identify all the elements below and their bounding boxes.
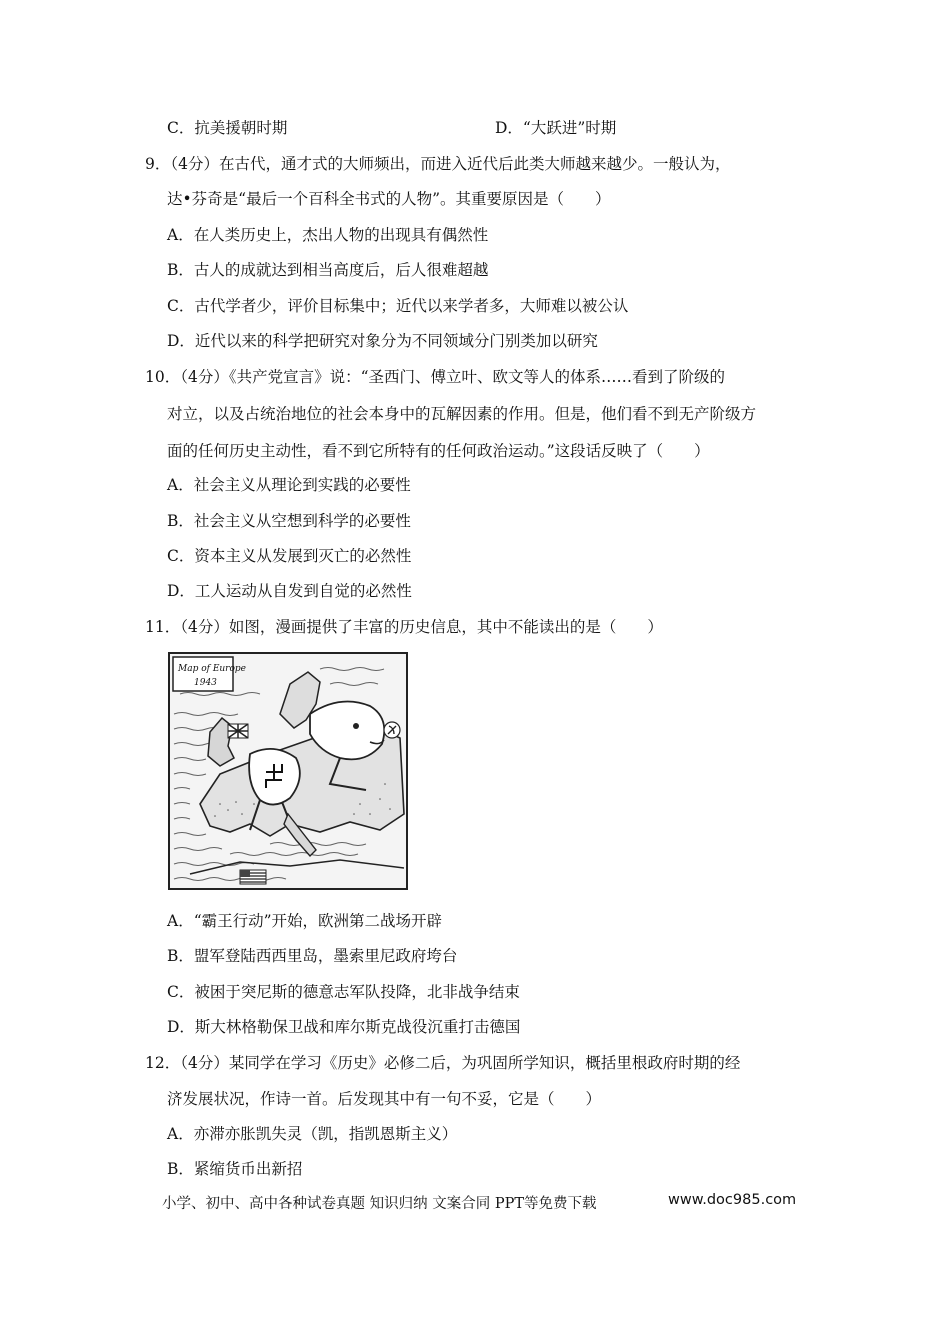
q8-option-c: C．抗美援朝时期 — [167, 119, 288, 137]
q9-stem-line-2: 达•芬奇是“最后一个百科全书式的人物”。其重要原因是（ ） — [167, 190, 611, 208]
q8-option-d: D．“大跃进”时期 — [495, 119, 617, 137]
q11-stem: 11．（4分）如图，漫画提供了丰富的历史信息，其中不能读出的是（ ） — [145, 618, 663, 636]
q10-option-c: C．资本主义从发展到灭亡的必然性 — [167, 547, 412, 565]
q9-option-c: C．古代学者少，评价目标集中；近代以来学者多，大师难以被公认 — [167, 297, 629, 315]
q10-option-a: A．社会主义从理论到实践的必要性 — [167, 476, 411, 494]
footer-promo-text: 小学、初中、高中各种试卷真题 知识归纳 文案合同 PPT等免费下载 — [162, 1196, 597, 1212]
q12-option-a: A．亦滞亦胀凯失灵（凯，指凯恩斯主义） — [167, 1125, 458, 1143]
q10-stem-line-1: 10．（4分）《共产党宣言》说：“圣西门、傅立叶、欧文等人的体系……看到了阶级的 — [145, 368, 726, 386]
q9-option-b: B．古人的成就达到相当高度后，后人很难超越 — [167, 261, 489, 279]
cartoon-map-illustration — [170, 654, 406, 888]
q11-option-d: D．斯大林格勒保卫战和库尔斯克战役沉重打击德国 — [167, 1018, 521, 1036]
map-title-line-1: Map of Europe — [178, 664, 246, 674]
q11-option-c: C．被困于突尼斯的德意志军队投降，北非战争结束 — [167, 983, 520, 1001]
map-title-line-2: 1943 — [194, 678, 217, 688]
q9-stem-line-1: 9．（4分）在古代，通才式的大师频出，而进入近代后此类大师越来越少。一般认为， — [145, 155, 731, 173]
q9-option-a: A．在人类历史上，杰出人物的出现具有偶然性 — [167, 226, 489, 244]
q12-option-b: B．紧缩货币出新招 — [167, 1160, 303, 1178]
q12-stem-line-1: 12．（4分）某同学在学习《历史》必修二后，为巩固所学知识，概括里根政府时期的经 — [145, 1054, 741, 1072]
q12-stem-line-2: 济发展状况，作诗一首。后发现其中有一句不妥，它是（ ） — [167, 1090, 602, 1108]
q10-stem-line-3: 面的任何历史主动性，看不到它所特有的任何政治运动。”这段话反映了（ ） — [167, 442, 710, 460]
q11-option-a: A．“霸王行动”开始，欧洲第二战场开辟 — [167, 912, 443, 930]
q10-stem-line-2: 对立，以及占统治地位的社会本身中的瓦解因素的作用。但是，他们看不到无产阶级方 — [167, 405, 757, 423]
q11-option-b: B．盟军登陆西西里岛，墨索里尼政府垮台 — [167, 947, 458, 965]
q10-option-b: B．社会主义从空想到科学的必要性 — [167, 512, 411, 530]
footer-site-link[interactable]: www.doc985.com — [668, 1192, 797, 1208]
q10-option-d: D．工人运动从自发到自觉的必然性 — [167, 582, 412, 600]
europe-1943-cartoon — [168, 652, 408, 890]
q9-option-d: D．近代以来的科学把研究对象分为不同领域分门别类加以研究 — [167, 332, 598, 350]
